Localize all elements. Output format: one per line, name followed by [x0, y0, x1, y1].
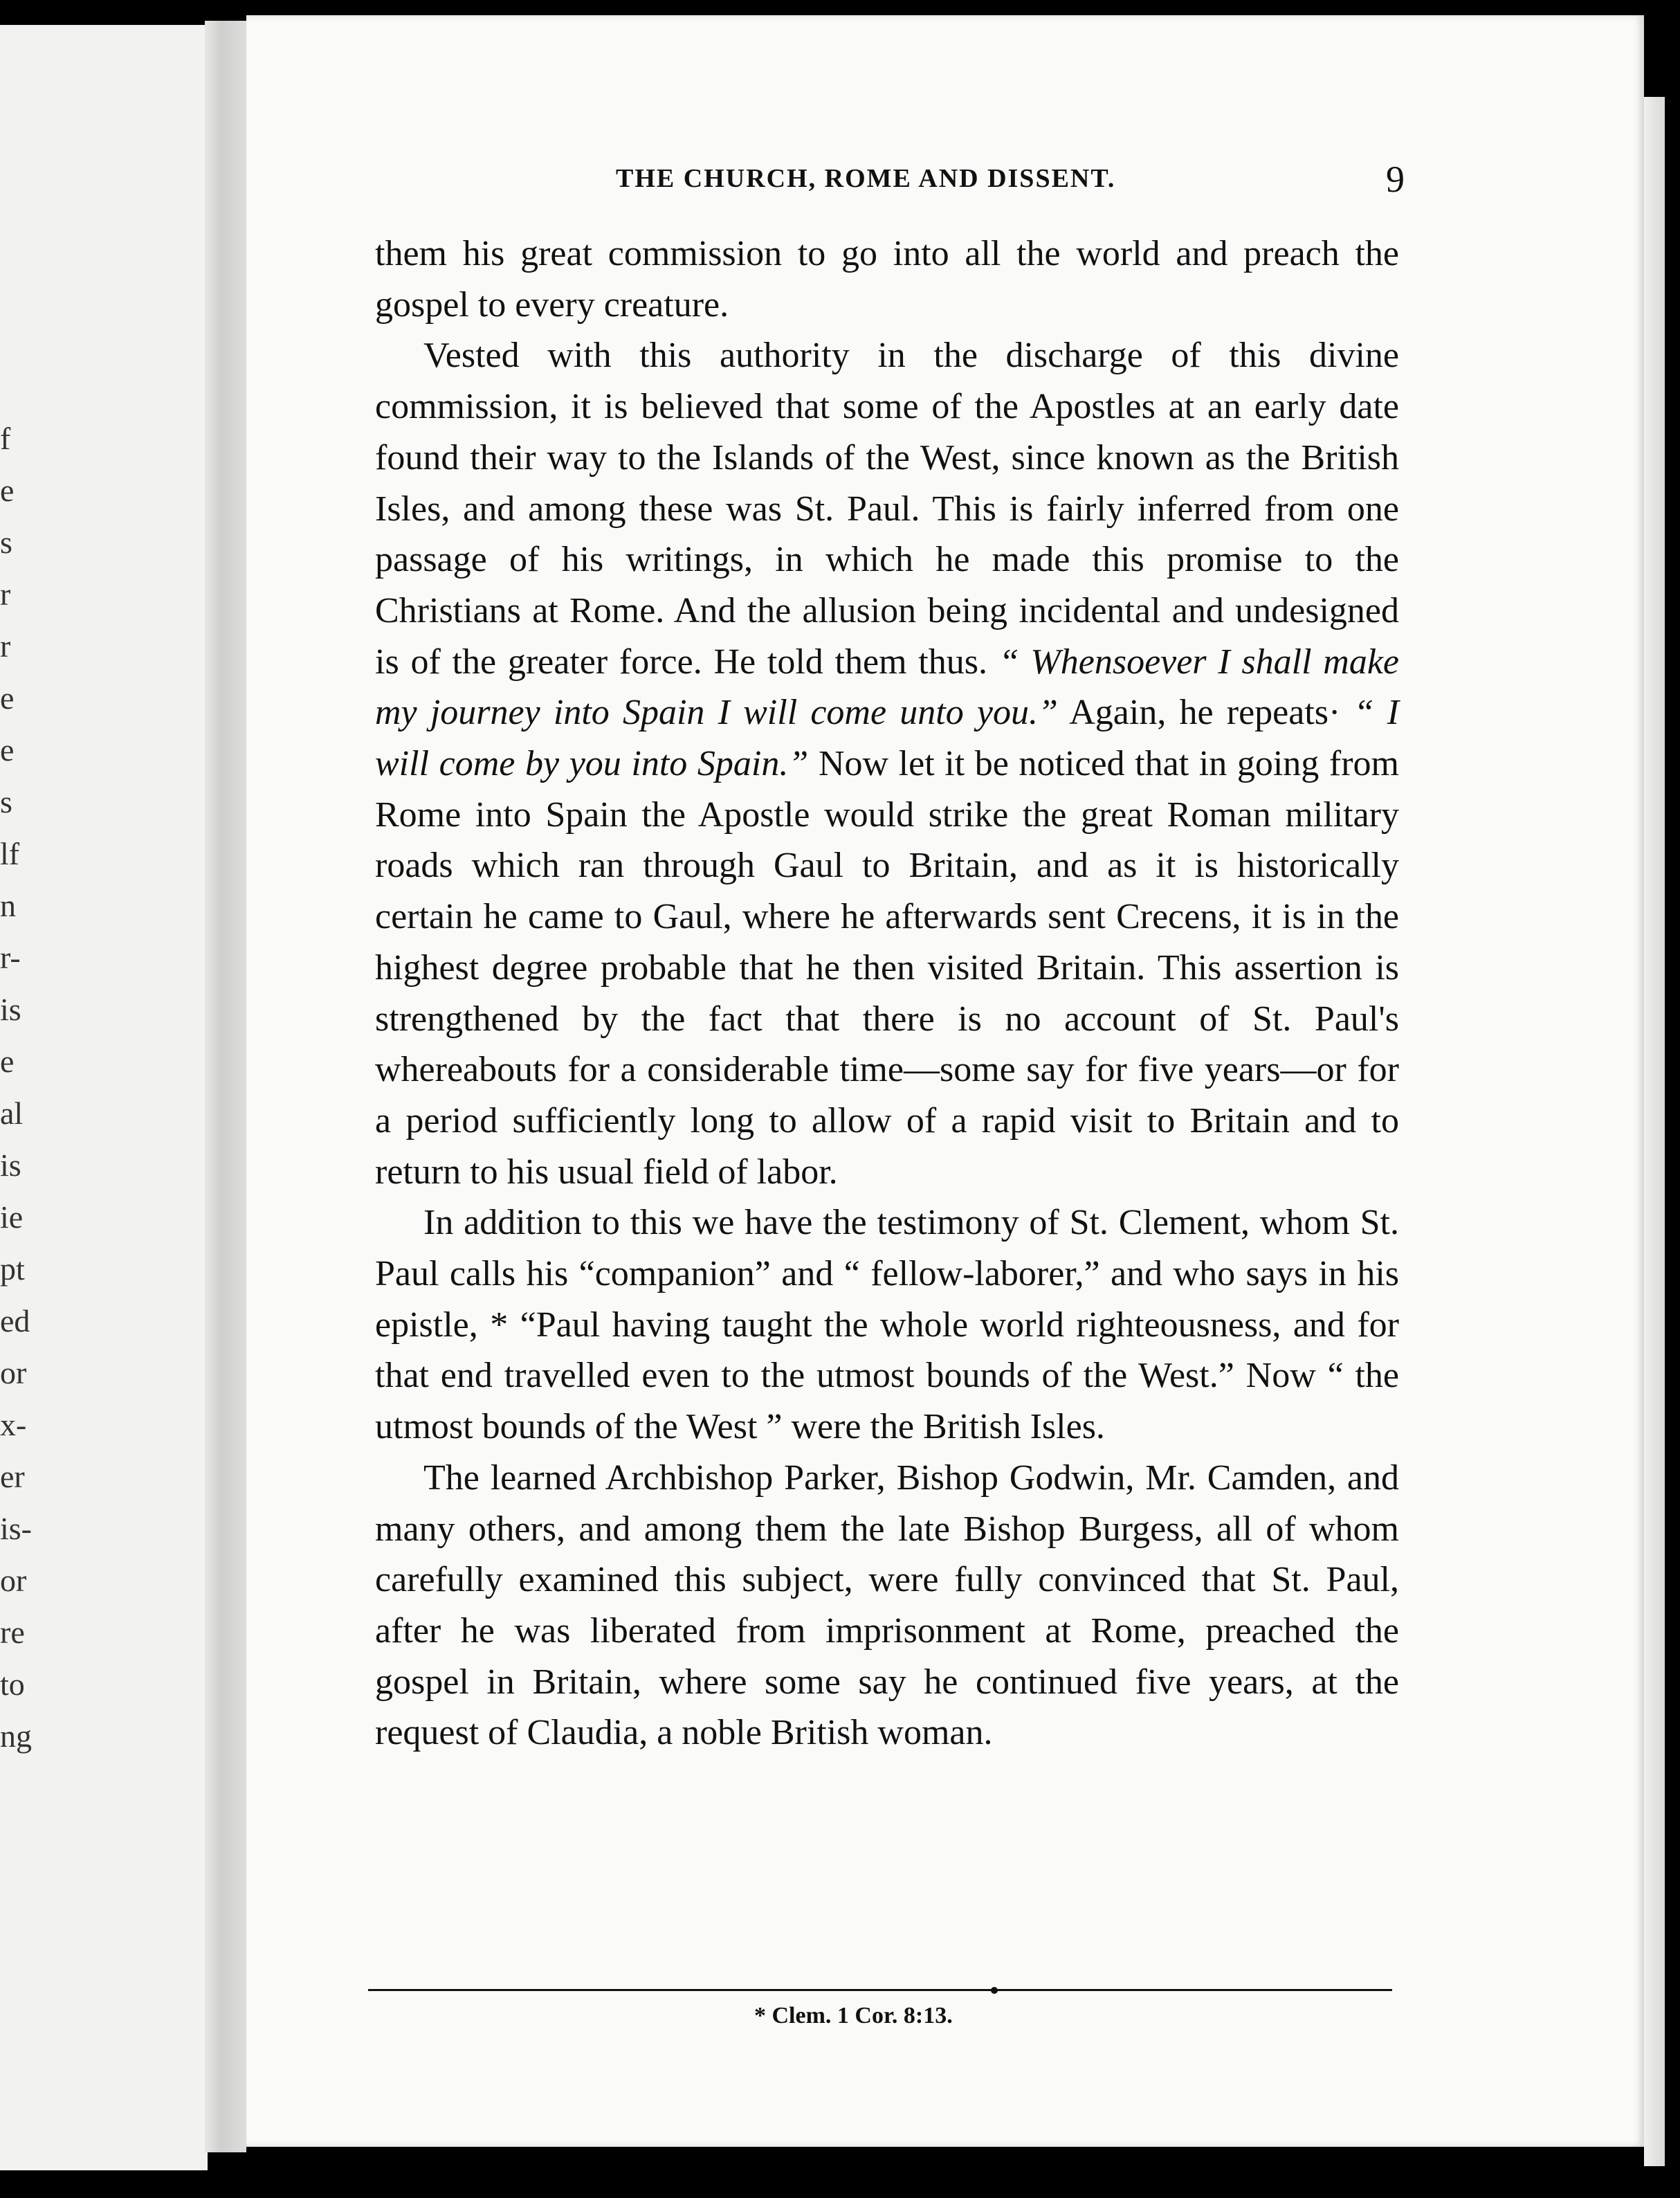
scripture-quote-2: “ I will come by you into Spain.” — [375, 693, 1399, 784]
paragraph-3: In addition to this we have the testimony of St. Clement, whom St. Paul calls his “companion” and “ fellow-laborer,” and who says in his epistle, * “Paul having taught the whole world righteousness, and for that end travelled even to the utmost bounds of the West.” Now “ the utmost bounds of the West ” were the British Isles. — [375, 1203, 1399, 1447]
facing-page-letter: f — [0, 421, 11, 456]
facing-page-letter: n — [0, 888, 16, 923]
footnote: * Clem. 1 Cor. 8:13. — [754, 2003, 953, 2028]
facing-page-letter: e — [0, 1044, 15, 1079]
facing-page-letter: s — [0, 784, 12, 819]
facing-page-letter: is — [0, 992, 21, 1027]
facing-page-edge-text — [0, 412, 32, 1762]
facing-page-letter: to — [0, 1666, 25, 1702]
paragraph-2-after: Now let it be noticed that in going from Rome into Spain the Apostle would strike the great Roman military roads which ran through Gaul to Britain, and as it is historically certain he came to Gaul, where he afterwards sent Crecens, it is in the highest degree probable that he then visited Britain. This assertion is strengthened by the fact that there is no account of St. Paul's whereabouts for a considerable time—some say for five years—or for a period sufficiently long to allow of a rapid visit to Britain and to return to his usual field of labor. — [375, 744, 1400, 1192]
footnote-rule — [368, 1989, 1392, 1996]
footnote-rule-ornament — [991, 1987, 998, 1994]
facing-page-letter: r — [0, 576, 11, 612]
facing-page-letter: e — [0, 732, 15, 768]
facing-page-letter: ng — [0, 1718, 32, 1754]
facing-page-letter: lf — [0, 836, 20, 871]
facing-page — [0, 25, 208, 2170]
facing-page-letter: s — [0, 525, 12, 560]
book-gutter — [205, 21, 246, 2152]
facing-page-letter: or — [0, 1355, 27, 1390]
page-number: 9 — [1386, 158, 1405, 200]
facing-page-letter: er — [0, 1459, 25, 1494]
paragraph-4: The learned Archbishop Parker, Bishop Godwin, Mr. Camden, and many others, and among them the late Bishop Burgess, all of whom carefully examined this subject, were fully convinced that St. Paul, after he was liberated from imprisonment at Rome, preached the gospel in Britain, where some say he continued five years, at the request of Claudia, a noble British woman. — [375, 1457, 1399, 1753]
facing-page-letter: e — [0, 473, 15, 508]
page-header — [616, 158, 1405, 205]
facing-page-letter: r — [0, 628, 11, 664]
facing-page-letter: is — [0, 1147, 21, 1183]
facing-page-letter: ie — [0, 1199, 24, 1235]
paragraph-2 — [375, 330, 1399, 1197]
paragraph-1: them his great commission to go into all the world and preach the gospel to every creature. — [375, 234, 1399, 325]
facing-page-letter: or — [0, 1563, 27, 1598]
running-head: THE CHURCH, ROME AND DISSENT. — [616, 164, 1116, 193]
facing-page-letter: is- — [0, 1511, 32, 1546]
footnote-rule-line — [368, 1989, 1392, 1991]
paragraph-2-text: Vested with this authority in the discharge of this divine commission, it is believed that some of the Apostles at an early date found their way to the Islands of the West, since known as the British Isles, and among these was St. Paul. This is fairly inferred from one passage of his writings, in which he made this promise to the Christians at Rome. And the allusion being incidental and undesigned is of the greater force. He told them thus. — [375, 336, 1399, 682]
page-edge — [1644, 97, 1665, 2166]
paragraph-2-mid: Again, he repeats· — [1069, 693, 1341, 733]
body-text — [375, 228, 1399, 1759]
facing-page-letter: al — [0, 1096, 24, 1131]
facing-page-letter: r- — [0, 940, 21, 975]
facing-page-letter: pt — [0, 1251, 25, 1287]
scripture-quote-1: “ Whensoever I shall make my journey into Spain I will come unto you.” — [375, 642, 1400, 733]
facing-page-letter: ed — [0, 1303, 30, 1338]
facing-page-letter: x- — [0, 1407, 27, 1442]
facing-page-letter: re — [0, 1615, 25, 1650]
facing-page-letter: e — [0, 680, 15, 716]
